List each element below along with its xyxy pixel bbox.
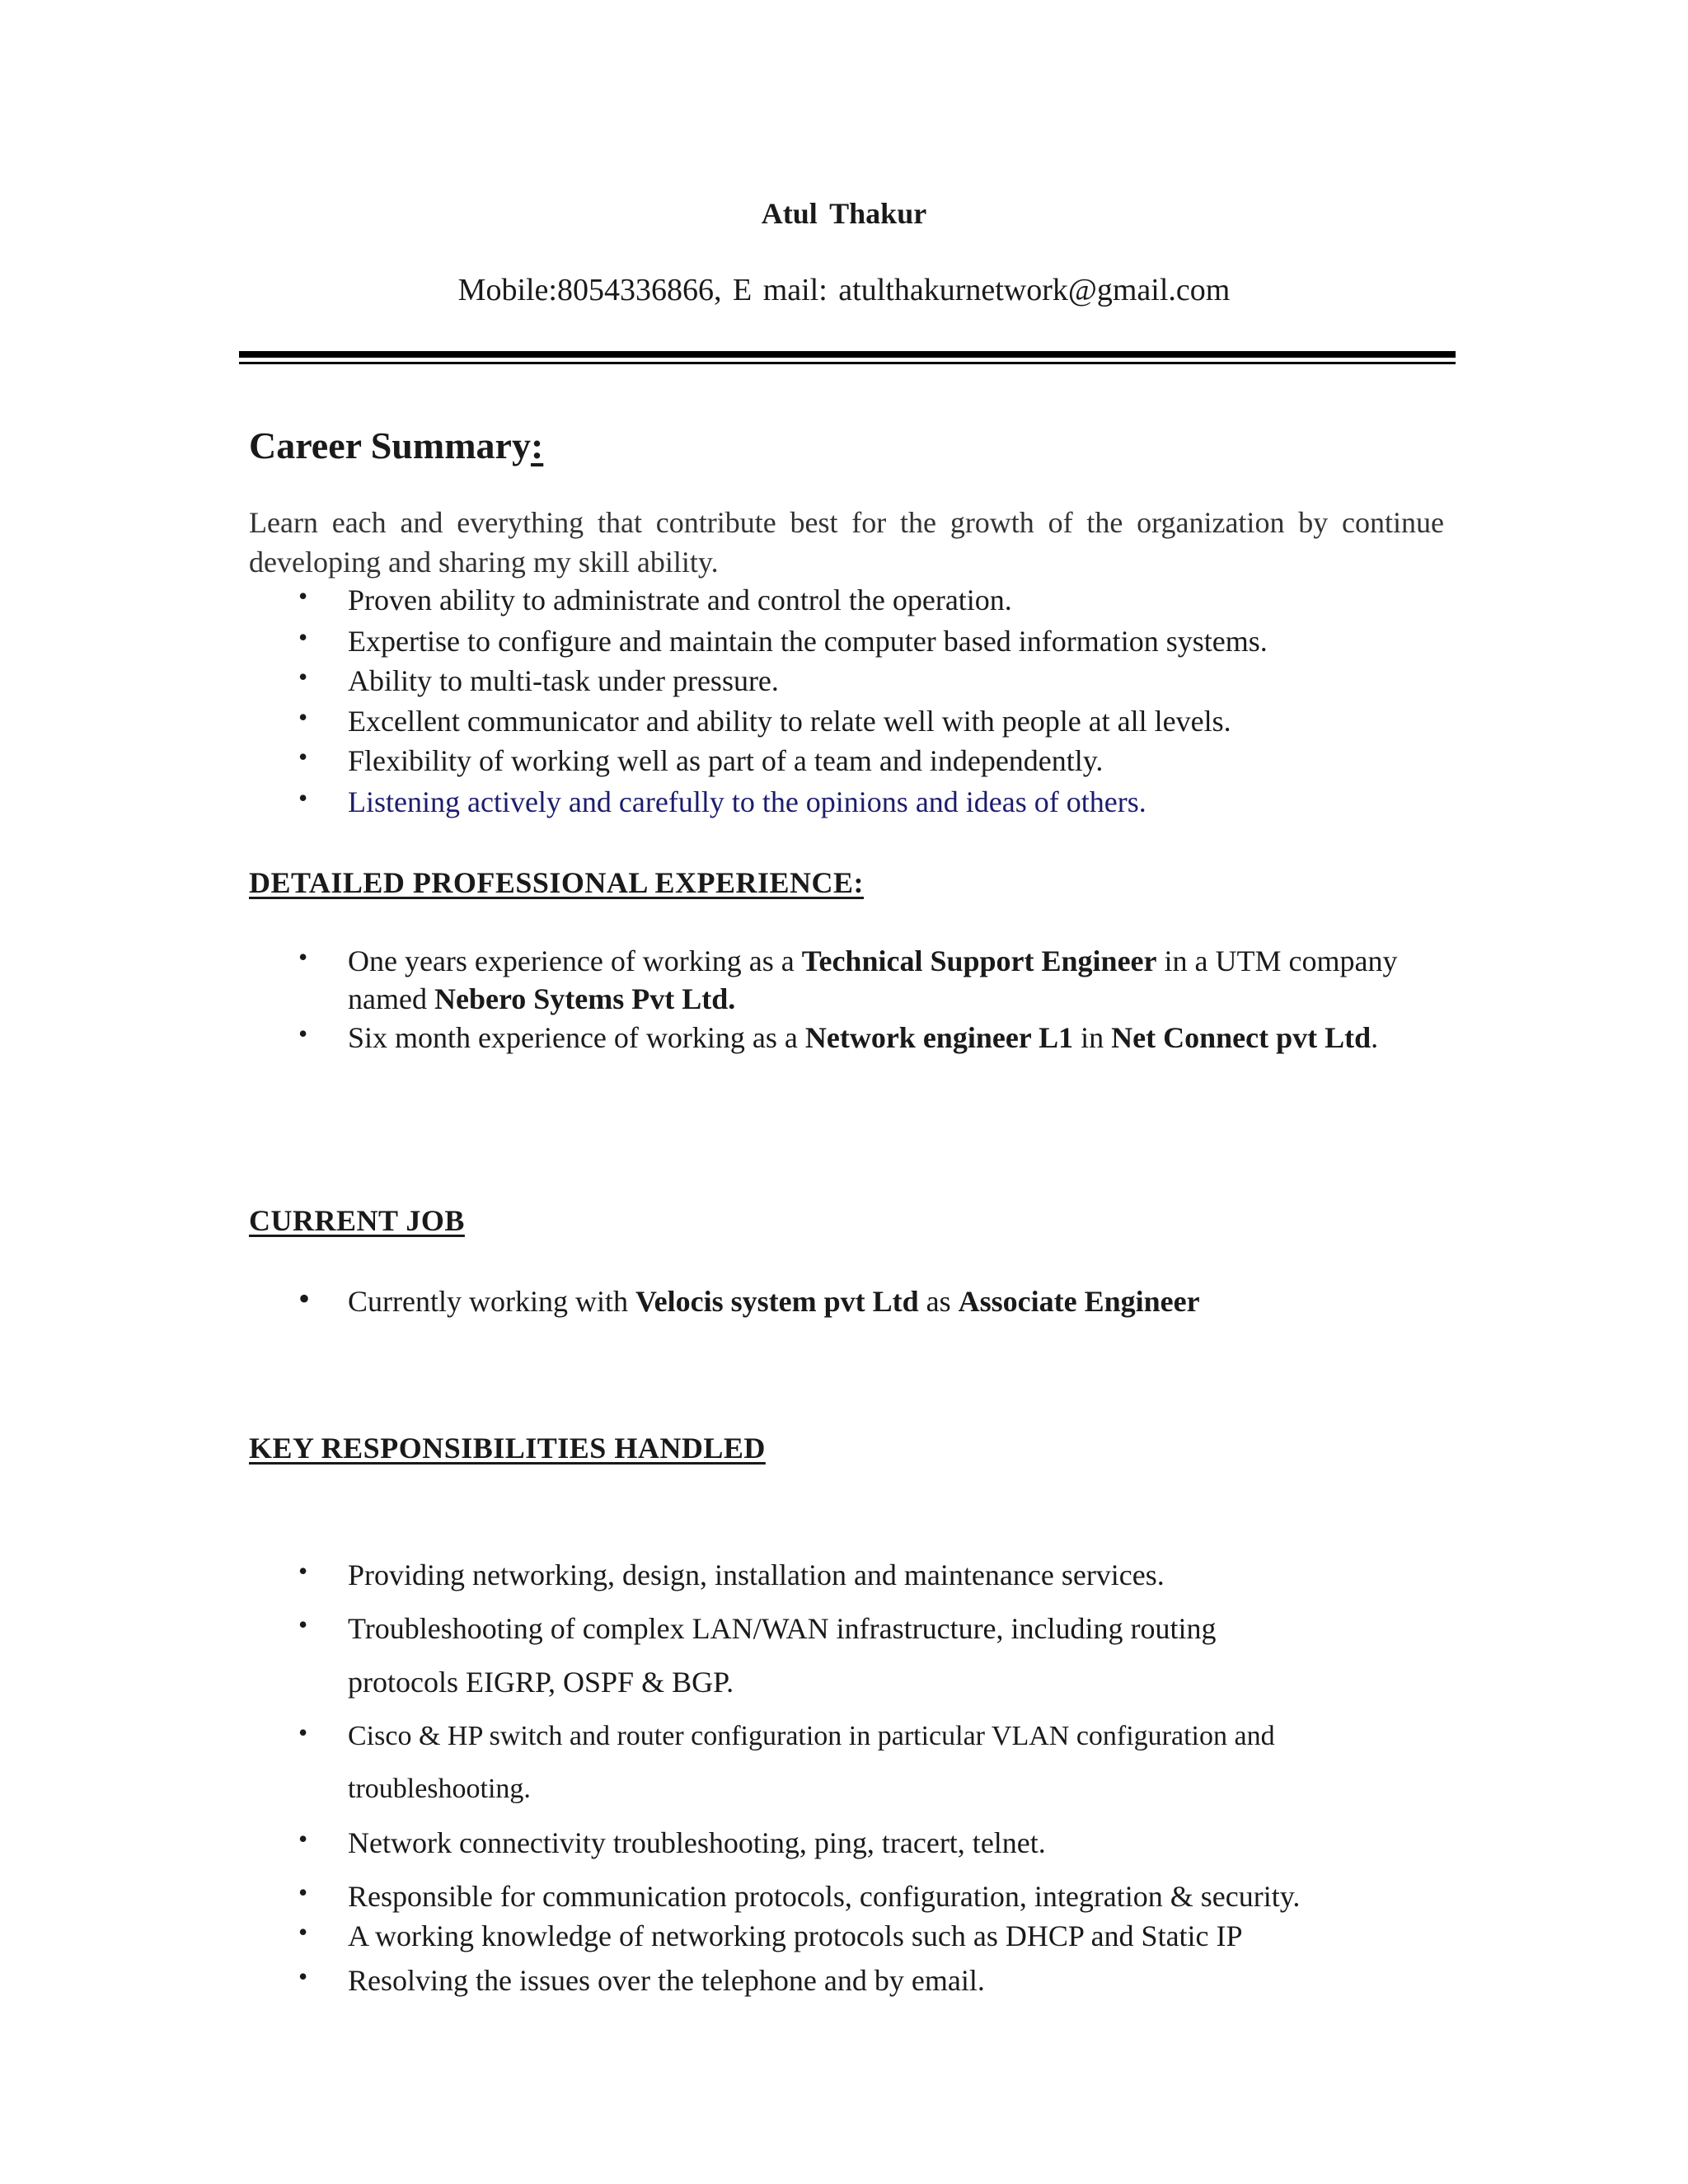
- responsibility-text: Network connectivity troubleshooting, ping, tracert, telnet.: [348, 1826, 1046, 1859]
- summary-bullet-text: Ability to multi-task under pressure.: [348, 664, 779, 697]
- career-summary-paragraph: Learn each and everything that contribute best for the growth of the organization by continue developing and sharing my skill ability.: [249, 506, 1444, 579]
- responsibilities-heading: KEY RESPONSIBILITIES HANDLED: [249, 1432, 766, 1465]
- bullet-icon: •: [298, 622, 308, 652]
- summary-bullet-text: Excellent communicator and ability to relate well with people at all levels.: [348, 705, 1231, 738]
- bullet-icon: •: [298, 1824, 308, 1854]
- experience-company: Nebero Sytems Pvt Ltd.: [434, 982, 736, 1015]
- current-job-text-plain: Currently working with: [348, 1285, 635, 1318]
- experience-text: Six month experience of working as a: [348, 1021, 805, 1054]
- summary-bullet-text: Expertise to configure and maintain the computer based information systems.: [348, 625, 1268, 658]
- bullet-icon: •: [298, 783, 308, 813]
- experience-item-text: [348, 942, 1444, 1018]
- responsibility-text: Responsible for communication protocols, configuration, integration & security.: [348, 1880, 1301, 1913]
- summary-bullet-text: Proven ability to administrate and control the operation.: [348, 583, 1012, 616]
- bullet-icon: •: [298, 1718, 308, 1747]
- header-divider-thick: [239, 351, 1456, 358]
- bullet-icon: •: [298, 581, 308, 611]
- bullet-icon: •: [298, 702, 308, 732]
- responsibility-text: Resolving the issues over the telephone and by email.: [348, 1964, 985, 1997]
- current-job-text-plain: as: [918, 1285, 959, 1318]
- experience-company: Net Connect pvt Ltd: [1111, 1021, 1372, 1054]
- current-job-company: Velocis system pvt Ltd: [635, 1285, 919, 1318]
- responsibility-text: Troubleshooting of complex LAN/WAN infrastructure, including routing: [348, 1612, 1217, 1645]
- responsibility-text: A working knowledge of networking protocols such as DHCP and Static IP: [348, 1919, 1243, 1952]
- bullet-icon: •: [298, 662, 308, 691]
- bullet-icon: •: [298, 1610, 308, 1639]
- bullet-icon: •: [298, 1556, 308, 1586]
- experience-heading: DETAILED PROFESSIONAL EXPERIENCE:: [249, 866, 864, 899]
- experience-role: Technical Support Engineer: [801, 944, 1157, 977]
- experience-item-text: [348, 1019, 1444, 1057]
- responsibility-text: troubleshooting.: [348, 1774, 531, 1804]
- experience-text: in a UTM company named: [348, 944, 1398, 1015]
- contact-line: Mobile:8054336866, E mail: atulthakurnetwork@gmail.com: [457, 273, 1231, 307]
- current-job-text: [348, 1282, 1444, 1320]
- bullet-icon: •: [298, 1019, 308, 1048]
- responsibility-text: Providing networking, design, installation and maintenance services.: [348, 1558, 1165, 1591]
- summary-bullet-text: Listening actively and carefully to the opinions and ideas of others.: [348, 785, 1146, 818]
- summary-bullet-text: Flexibility of working well as part of a team and independently.: [348, 744, 1104, 777]
- current-job-heading: CURRENT JOB: [249, 1204, 465, 1237]
- bullet-icon: •: [298, 742, 308, 771]
- candidate-name: Atul Thakur: [761, 197, 927, 230]
- bullet-icon: •: [298, 1877, 308, 1907]
- career-summary-heading-text: Career Summary: [249, 424, 531, 466]
- career-summary-heading-colon: :: [530, 424, 544, 466]
- current-job-role: Associate Engineer: [958, 1285, 1200, 1318]
- experience-role: Network engineer L1: [804, 1021, 1074, 1054]
- experience-text: in: [1073, 1021, 1112, 1054]
- responsibility-text: Cisco & HP switch and router configuration in particular VLAN configuration and: [348, 1721, 1275, 1751]
- experience-text: One years experience of working as a: [348, 944, 802, 977]
- bullet-icon: •: [298, 1961, 308, 1991]
- bullet-icon: •: [298, 1280, 311, 1317]
- responsibility-text: protocols EIGRP, OSPF & BGP.: [348, 1666, 734, 1699]
- header-divider-thin: [239, 362, 1456, 364]
- bullet-icon: •: [298, 1917, 308, 1947]
- career-summary-heading: [249, 424, 543, 467]
- bullet-icon: •: [298, 942, 308, 972]
- experience-text: .: [1371, 1021, 1379, 1054]
